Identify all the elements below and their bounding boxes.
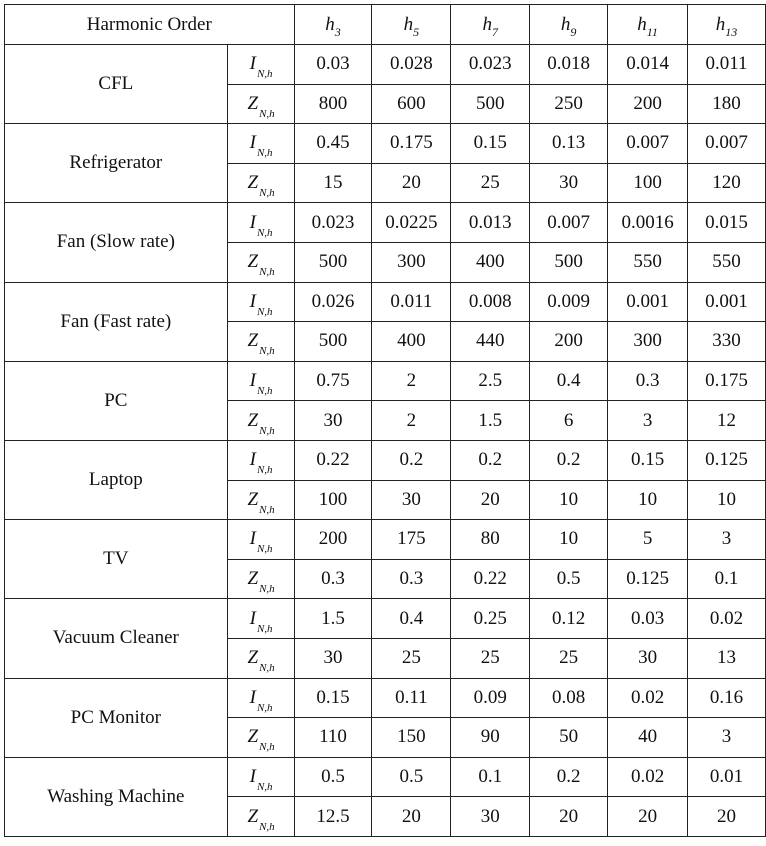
table-cell: 90 — [451, 718, 530, 758]
table-cell: 15 — [294, 163, 372, 203]
table-cell: 175 — [372, 520, 451, 560]
table-cell: 3 — [688, 718, 766, 758]
table-row — [5, 757, 766, 797]
device-name: Fan (Slow rate) — [5, 203, 228, 282]
table-cell: 0.013 — [451, 203, 530, 243]
table-cell: 2.5 — [451, 361, 530, 401]
header-row — [5, 5, 766, 45]
impedance-param-label: $Z_{N,h}$ — [227, 480, 294, 520]
table-row — [5, 45, 766, 85]
table-cell: 20 — [372, 797, 451, 837]
table-row — [5, 599, 766, 639]
table-cell: 0.018 — [530, 45, 608, 85]
current-param-label: $I_{N,h}$ — [227, 520, 294, 560]
table-cell: 0.028 — [372, 45, 451, 85]
current-param-label: $I_{N,h}$ — [227, 282, 294, 322]
table-cell: 13 — [688, 638, 766, 678]
current-param-label: $I_{N,h}$ — [227, 757, 294, 797]
table-cell: 0.11 — [372, 678, 451, 718]
impedance-param-label: $Z_{N,h}$ — [227, 322, 294, 362]
device-name: PC Monitor — [5, 678, 228, 757]
table-cell: 30 — [530, 163, 608, 203]
table-cell: 30 — [451, 797, 530, 837]
table-cell: 6 — [530, 401, 608, 441]
table-cell: 25 — [372, 638, 451, 678]
table-cell: 25 — [451, 163, 530, 203]
table-cell: 0.2 — [451, 440, 530, 480]
table-cell: 0.007 — [530, 203, 608, 243]
harmonics-table — [4, 4, 766, 837]
table-cell: 800 — [294, 84, 372, 124]
table-cell: 0.15 — [294, 678, 372, 718]
table-cell: 0.125 — [688, 440, 766, 480]
table-cell: 0.011 — [372, 282, 451, 322]
table-cell: 25 — [451, 638, 530, 678]
table-cell: 250 — [530, 84, 608, 124]
table-cell: 2 — [372, 401, 451, 441]
harmonic-order-header: Harmonic Order — [5, 5, 295, 45]
device-name: TV — [5, 520, 228, 599]
table-cell: 200 — [294, 520, 372, 560]
table-cell: 0.001 — [608, 282, 688, 322]
harmonic-header-h11: $h_{11}$ — [608, 5, 688, 45]
table-cell: 0.02 — [688, 599, 766, 639]
table-cell: 550 — [608, 242, 688, 282]
impedance-param-label: $Z_{N,h}$ — [227, 163, 294, 203]
table-cell: 3 — [688, 520, 766, 560]
impedance-param-label: $Z_{N,h}$ — [227, 401, 294, 441]
current-param-label: $I_{N,h}$ — [227, 124, 294, 164]
table-cell: 0.75 — [294, 361, 372, 401]
table-cell: 10 — [608, 480, 688, 520]
table-cell: 400 — [372, 322, 451, 362]
table-cell: 1.5 — [451, 401, 530, 441]
table-cell: 200 — [530, 322, 608, 362]
table-cell: 80 — [451, 520, 530, 560]
table-cell: 300 — [608, 322, 688, 362]
table-cell: 0.15 — [451, 124, 530, 164]
table-row — [5, 361, 766, 401]
table-row — [5, 678, 766, 718]
table-cell: 30 — [294, 638, 372, 678]
device-name: Washing Machine — [5, 757, 228, 836]
table-cell: 2 — [372, 361, 451, 401]
table-cell: 120 — [688, 163, 766, 203]
table-cell: 0.45 — [294, 124, 372, 164]
table-cell: 400 — [451, 242, 530, 282]
table-cell: 0.03 — [294, 45, 372, 85]
table-cell: 0.2 — [372, 440, 451, 480]
current-param-label: $I_{N,h}$ — [227, 45, 294, 85]
table-cell: 25 — [530, 638, 608, 678]
table-cell: 0.3 — [372, 559, 451, 599]
device-name: Refrigerator — [5, 124, 228, 203]
table-cell: 600 — [372, 84, 451, 124]
device-name: Laptop — [5, 440, 228, 519]
impedance-param-label: $Z_{N,h}$ — [227, 242, 294, 282]
table-cell: 500 — [451, 84, 530, 124]
table-cell: 10 — [530, 480, 608, 520]
table-cell: 0.12 — [530, 599, 608, 639]
table-cell: 0.1 — [451, 757, 530, 797]
device-name: PC — [5, 361, 228, 440]
table-cell: 20 — [688, 797, 766, 837]
harmonic-header-h9: $h_9$ — [530, 5, 608, 45]
table-cell: 100 — [294, 480, 372, 520]
table-cell: 500 — [530, 242, 608, 282]
table-cell: 12 — [688, 401, 766, 441]
table-cell: 20 — [451, 480, 530, 520]
table-cell: 0.09 — [451, 678, 530, 718]
table-cell: 0.175 — [688, 361, 766, 401]
table-cell: 150 — [372, 718, 451, 758]
table-cell: 0.22 — [451, 559, 530, 599]
table-cell: 3 — [608, 401, 688, 441]
table-cell: 0.01 — [688, 757, 766, 797]
table-cell: 100 — [608, 163, 688, 203]
table-cell: 10 — [530, 520, 608, 560]
table-cell: 0.2 — [530, 440, 608, 480]
table-cell: 0.007 — [688, 124, 766, 164]
impedance-param-label: $Z_{N,h}$ — [227, 718, 294, 758]
table-cell: 0.5 — [530, 559, 608, 599]
table-cell: 20 — [372, 163, 451, 203]
impedance-param-label: $Z_{N,h}$ — [227, 84, 294, 124]
table-cell: 0.011 — [688, 45, 766, 85]
table-cell: 500 — [294, 242, 372, 282]
table-cell: 0.3 — [294, 559, 372, 599]
table-row — [5, 520, 766, 560]
impedance-param-label: $Z_{N,h}$ — [227, 559, 294, 599]
table-cell: 0.0225 — [372, 203, 451, 243]
table-cell: 550 — [688, 242, 766, 282]
impedance-param-label: $Z_{N,h}$ — [227, 797, 294, 837]
table-row — [5, 203, 766, 243]
table-cell: 0.15 — [608, 440, 688, 480]
table-cell: 0.015 — [688, 203, 766, 243]
table-cell: 0.02 — [608, 678, 688, 718]
table-cell: 10 — [688, 480, 766, 520]
device-name: Fan (Fast rate) — [5, 282, 228, 361]
table-cell: 0.22 — [294, 440, 372, 480]
table-cell: 0.5 — [372, 757, 451, 797]
table-row — [5, 282, 766, 322]
table-cell: 20 — [608, 797, 688, 837]
table-cell: 0.2 — [530, 757, 608, 797]
table-cell: 1.5 — [294, 599, 372, 639]
current-param-label: $I_{N,h}$ — [227, 599, 294, 639]
table-cell: 0.007 — [608, 124, 688, 164]
table-cell: 0.02 — [608, 757, 688, 797]
harmonic-header-h13: $h_{13}$ — [688, 5, 766, 45]
current-param-label: $I_{N,h}$ — [227, 678, 294, 718]
table-cell: 0.009 — [530, 282, 608, 322]
table-cell: 40 — [608, 718, 688, 758]
table-cell: 0.16 — [688, 678, 766, 718]
table-cell: 0.001 — [688, 282, 766, 322]
table-cell: 300 — [372, 242, 451, 282]
table-cell: 12.5 — [294, 797, 372, 837]
table-cell: 20 — [530, 797, 608, 837]
impedance-param-label: $Z_{N,h}$ — [227, 638, 294, 678]
harmonic-header-h5: $h_5$ — [372, 5, 451, 45]
current-param-label: $I_{N,h}$ — [227, 440, 294, 480]
harmonic-header-h7: $h_7$ — [451, 5, 530, 45]
table-cell: 0.25 — [451, 599, 530, 639]
table-cell: 200 — [608, 84, 688, 124]
device-name: Vacuum Cleaner — [5, 599, 228, 678]
table-cell: 0.0016 — [608, 203, 688, 243]
table-cell: 440 — [451, 322, 530, 362]
table-cell: 5 — [608, 520, 688, 560]
table-cell: 0.023 — [451, 45, 530, 85]
table-cell: 0.08 — [530, 678, 608, 718]
table-cell: 0.3 — [608, 361, 688, 401]
table-cell: 0.1 — [688, 559, 766, 599]
table-cell: 180 — [688, 84, 766, 124]
table-cell: 0.175 — [372, 124, 451, 164]
table-cell: 0.023 — [294, 203, 372, 243]
table-cell: 0.4 — [372, 599, 451, 639]
table-cell: 0.008 — [451, 282, 530, 322]
table-cell: 30 — [372, 480, 451, 520]
current-param-label: $I_{N,h}$ — [227, 361, 294, 401]
table-cell: 0.03 — [608, 599, 688, 639]
device-name: CFL — [5, 45, 228, 124]
table-cell: 0.125 — [608, 559, 688, 599]
table-cell: 0.4 — [530, 361, 608, 401]
table-row — [5, 124, 766, 164]
table-cell: 0.5 — [294, 757, 372, 797]
table-cell: 110 — [294, 718, 372, 758]
table-cell: 30 — [294, 401, 372, 441]
table-cell: 0.026 — [294, 282, 372, 322]
table-cell: 330 — [688, 322, 766, 362]
harmonic-header-h3: $h_3$ — [294, 5, 372, 45]
table-cell: 50 — [530, 718, 608, 758]
table-cell: 0.13 — [530, 124, 608, 164]
table-cell: 0.014 — [608, 45, 688, 85]
table-row — [5, 440, 766, 480]
current-param-label: $I_{N,h}$ — [227, 203, 294, 243]
table-cell: 30 — [608, 638, 688, 678]
table-cell: 500 — [294, 322, 372, 362]
